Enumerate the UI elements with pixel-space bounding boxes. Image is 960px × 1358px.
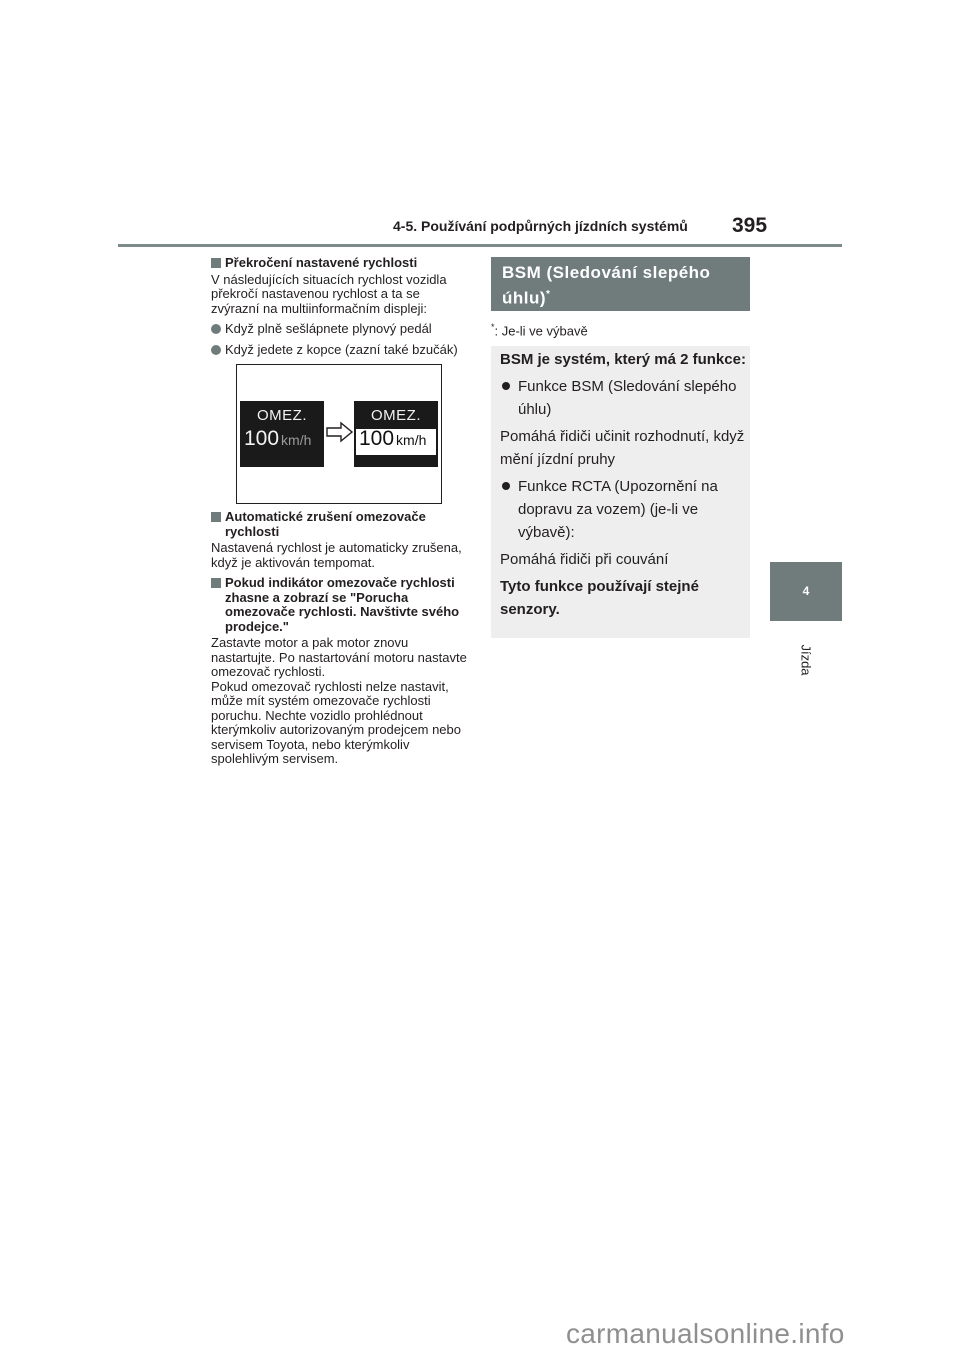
section-heading: Automatické zrušení omezovače rychlosti	[211, 510, 467, 539]
chapter-label	[798, 630, 814, 690]
speed-unit: km/h	[281, 432, 312, 448]
bullet-dot-icon	[502, 382, 510, 390]
display-highlighted	[354, 401, 438, 467]
display-normal	[240, 401, 324, 467]
speed-unit: km/h	[396, 432, 427, 448]
page-number: 395	[732, 214, 768, 237]
arrow-right-icon	[326, 421, 354, 443]
bullet-dot-icon	[502, 482, 510, 490]
circle-bullet-icon	[211, 324, 221, 334]
paragraph: Pomáhá řidiči při couvání	[500, 551, 669, 568]
asterisk-mark: *	[546, 289, 551, 300]
watermark: carmanualsonline.info	[566, 1318, 845, 1349]
list-item: Když plně sešlápnete plynový pedál	[211, 322, 467, 337]
section-heading: Pokud indikátor omezovače rychlosti zhasne a zobrazí se "Porucha omezovače rychlosti. Navštivte svého prodejce."	[211, 576, 467, 634]
speed-value: 100	[359, 427, 395, 450]
display-label: OMEZ.	[257, 407, 307, 424]
outro-text: Tyto funkce používají stejné senzory.	[500, 578, 699, 618]
highlighted-speed-box	[356, 429, 436, 455]
paragraph: Nastavená rychlost je automaticky zrušena, když je aktivován tempomat.	[211, 540, 462, 570]
square-bullet-icon	[211, 578, 221, 588]
intro-text: BSM je systém, který má 2 funkce:	[500, 351, 746, 368]
chapter-tab	[770, 562, 842, 621]
chapter-number: 4	[802, 584, 810, 598]
bsm-title-box	[491, 257, 750, 311]
speed-limiter-illustration	[236, 364, 442, 504]
section-heading: Překročení nastavené rychlosti	[211, 256, 467, 271]
list-item: Funkce RCTA (Upozornění na dopravu za vozem) (je-li ve výbavě):	[500, 475, 746, 544]
circle-bullet-icon	[211, 345, 221, 355]
square-bullet-icon	[211, 512, 221, 522]
list-item: Funkce BSM (Sledování slepého úhlu)	[500, 375, 746, 421]
paragraph: Pomáhá řidiči učinit rozhodnutí, když mění jízdní pruhy	[500, 428, 745, 468]
header-divider	[118, 244, 842, 247]
speed-value: 100	[244, 427, 280, 450]
footnote: *: Je-li ve výbavě	[491, 322, 588, 339]
left-column	[211, 256, 467, 773]
paragraph: Pokud omezovač rychlosti nelze nastavit, může mít systém omezovače rychlosti poruchu. Nechte vozidlo prohlédnout kterýmkoliv autorizovaným prodejcem nebo servisem Toyota, nebo kterýmkoliv spolehlivým servisem.	[211, 678, 461, 766]
chapter-title: Jízda	[798, 644, 814, 676]
square-bullet-icon	[211, 258, 221, 268]
section-title: 4-5. Používání podpůrných jízdních systémů	[393, 218, 688, 234]
list-item: Když jedete z kopce (zazní také bzučák)	[211, 343, 467, 358]
bsm-title: BSM (Sledování slepého úhlu)	[502, 263, 711, 308]
bsm-info-box	[491, 346, 750, 638]
paragraph: V následujících situacích rychlost vozidla překročí nastavenou rychlost a ta se zvýrazní na multiinformačním displeji:	[211, 271, 447, 316]
display-label: OMEZ.	[371, 407, 421, 424]
paragraph: Zastavte motor a pak motor znovu nastartujte. Po nastartování motoru nastavte omezovač rychlosti.	[211, 635, 467, 679]
